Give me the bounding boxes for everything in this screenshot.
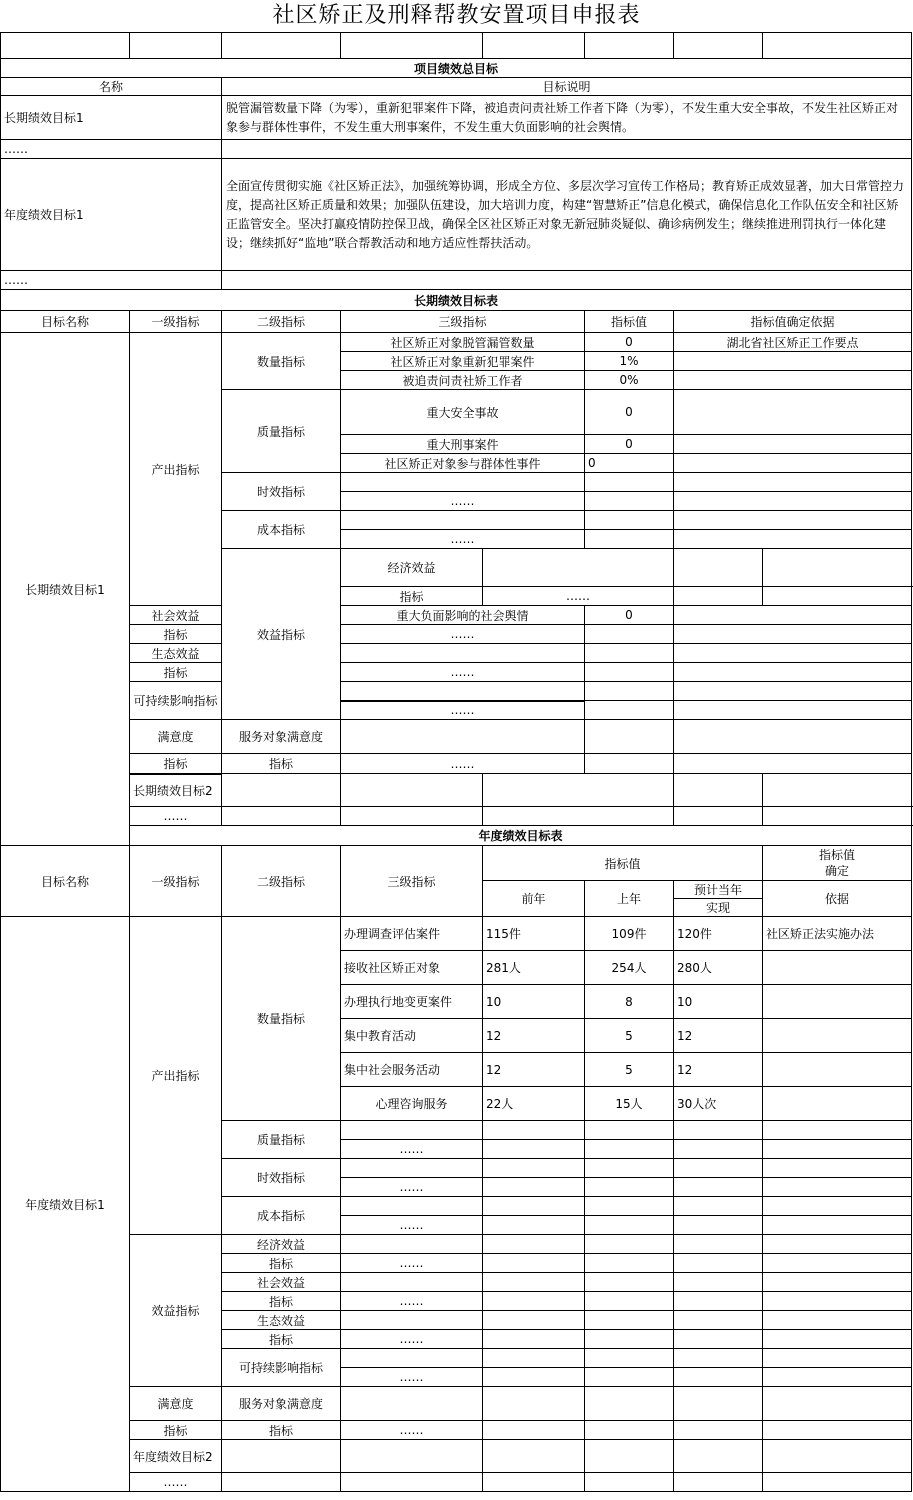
lt-quantity: 数量指标	[222, 333, 341, 390]
blank-cell[interactable]	[763, 1273, 912, 1292]
blank-cell[interactable]	[585, 701, 674, 720]
overall-goals-heading: 项目绩效总目标	[1, 59, 912, 78]
blank-cell[interactable]	[341, 1273, 483, 1292]
blank-cell[interactable]	[763, 774, 912, 807]
blank-cell[interactable]	[674, 1254, 763, 1273]
blank-cell[interactable]	[341, 682, 585, 701]
blank-cell[interactable]	[763, 1140, 912, 1159]
blank-cell[interactable]	[585, 511, 674, 530]
blank-cell[interactable]	[763, 1421, 912, 1440]
blank-cell[interactable]	[483, 1292, 585, 1311]
lt-q-value-0[interactable]: 0	[585, 333, 674, 352]
blank-cell[interactable]	[585, 1140, 674, 1159]
blank-cell[interactable]	[674, 1349, 763, 1368]
blank-cell[interactable]	[763, 1330, 912, 1349]
lt-q-name-2[interactable]: 被追责问责社矫工作者	[341, 371, 585, 390]
lt-sat-indicator-2: 指标	[222, 754, 341, 774]
an-q-basis-4[interactable]	[763, 1053, 912, 1087]
blank-cell[interactable]	[763, 1159, 912, 1178]
blank-cell[interactable]	[341, 720, 585, 754]
blank-cell[interactable]	[674, 682, 912, 701]
blank-cell[interactable]	[585, 1159, 674, 1178]
lt-goal2: 长期绩效目标2	[130, 774, 222, 807]
blank-cell[interactable]	[674, 511, 912, 530]
an-header-value: 指标值	[483, 846, 763, 881]
blank-cell[interactable]	[483, 1440, 585, 1473]
an-q-last-0[interactable]: 109件	[585, 917, 674, 951]
blank-cell[interactable]	[585, 1311, 674, 1330]
an-q-name-3[interactable]: 集中教育活动	[341, 1019, 483, 1053]
lt-timeliness-dots: ……	[341, 492, 585, 511]
blank-cell[interactable]	[483, 1273, 585, 1292]
blank-cell[interactable]	[763, 587, 912, 606]
an-timeliness: 时效指标	[222, 1159, 341, 1197]
an-q-basis-3[interactable]	[763, 1019, 912, 1053]
an-q-last-2[interactable]: 8	[585, 985, 674, 1019]
blank-cell[interactable]	[674, 720, 912, 754]
blank-cell[interactable]	[585, 720, 674, 754]
lt-benefit: 效益指标	[222, 549, 341, 720]
blank-cell[interactable]	[674, 644, 912, 663]
lt-sustainable-dots: ……	[341, 701, 585, 720]
an-q-expected-2[interactable]: 10	[674, 985, 763, 1019]
lt-header-basis: 指标值确定依据	[674, 311, 912, 333]
blank-cell[interactable]	[483, 1216, 585, 1235]
blank-cell[interactable]	[585, 1421, 674, 1440]
blank-cell[interactable]	[674, 1330, 763, 1349]
blank-cell[interactable]	[341, 33, 483, 59]
blank-cell[interactable]	[674, 492, 912, 511]
an-quality-dots: ……	[341, 1140, 483, 1159]
lt-header-value: 指标值	[585, 311, 674, 333]
an-q-basis-5[interactable]	[763, 1087, 912, 1121]
blank-cell[interactable]	[483, 774, 674, 807]
lt-economic: 经济效益	[341, 549, 483, 587]
blank-cell[interactable]	[674, 1473, 763, 1492]
an-q-prev-3[interactable]: 12	[483, 1019, 585, 1053]
an-benefit: 效益指标	[130, 1235, 222, 1387]
blank-cell[interactable]	[763, 1121, 912, 1140]
lt-header-l1: 一级指标	[130, 311, 222, 333]
an-service-sat: 服务对象满意度	[222, 1387, 341, 1421]
an-satisfaction: 满意度	[130, 1387, 222, 1421]
blank-cell[interactable]	[130, 33, 222, 59]
lt-q-name-1[interactable]: 社区矫正对象重新犯罪案件	[341, 352, 585, 371]
an-header-goal: 目标名称	[1, 846, 130, 917]
blank-cell[interactable]	[674, 1387, 763, 1421]
an-q-prev-0[interactable]: 115件	[483, 917, 585, 951]
blank-cell[interactable]	[585, 33, 674, 59]
an-sustainable-dots: ……	[341, 1368, 483, 1387]
overall-annual-name[interactable]: 年度绩效目标1	[1, 159, 222, 271]
overall-col-desc: 目标说明	[222, 78, 912, 96]
blank-cell[interactable]	[222, 33, 341, 59]
blank-cell[interactable]	[674, 774, 763, 807]
blank-cell[interactable]	[763, 1473, 912, 1492]
an-social: 社会效益	[222, 1273, 341, 1292]
blank-cell[interactable]	[763, 1254, 912, 1273]
blank-cell[interactable]	[763, 1440, 912, 1473]
lt-ql-name-1[interactable]: 重大刑事案件	[341, 435, 585, 454]
blank-cell[interactable]	[763, 1292, 912, 1311]
an-cost-dots: ……	[341, 1216, 483, 1235]
an-q-expected-4[interactable]: 12	[674, 1053, 763, 1087]
blank-cell[interactable]	[585, 473, 674, 492]
blank-cell[interactable]	[222, 140, 912, 159]
blank-cell[interactable]	[674, 587, 763, 606]
an-quantity: 数量指标	[222, 917, 341, 1121]
blank-cell[interactable]	[341, 1311, 483, 1330]
an-economic: 经济效益	[222, 1235, 341, 1254]
an-social-dots: ……	[341, 1292, 483, 1311]
blank-cell[interactable]	[585, 1121, 674, 1140]
blank-cell[interactable]	[763, 807, 912, 826]
blank-cell[interactable]	[341, 807, 483, 826]
overall-col-name: 名称	[1, 78, 222, 96]
blank-cell[interactable]	[674, 1368, 763, 1387]
lt-q-basis-1[interactable]	[674, 352, 912, 371]
blank-cell[interactable]	[483, 1330, 585, 1349]
an-q-name-4[interactable]: 集中社会服务活动	[341, 1053, 483, 1087]
lt-quality: 质量指标	[222, 390, 341, 473]
blank-cell[interactable]	[585, 1473, 674, 1492]
blank-cell[interactable]	[341, 774, 483, 807]
application-form-table	[0, 32, 912, 1492]
an-social-indicator: 指标	[222, 1292, 341, 1311]
lt-economic-dots: ……	[483, 587, 674, 606]
overall-long-desc[interactable]: 脱管漏管数量下降（为零），重新犯罪案件下降，被追责问责社矫工作者下降（为零），不发生重大安全事故，不发生社区矫正对象参与群体性事件，不发生重大刑事案件，不发生重大负面影响的社会舆情。	[222, 96, 912, 140]
an-sustainable: 可持续影响指标	[222, 1349, 341, 1387]
an-sat-indicator-2: 指标	[222, 1421, 341, 1440]
an-q-basis-0[interactable]: 社区矫正法实施办法	[763, 917, 912, 951]
blank-cell[interactable]	[674, 1311, 763, 1330]
blank-cell[interactable]	[674, 663, 912, 682]
lt-header-goal: 目标名称	[1, 311, 130, 333]
blank-cell[interactable]	[585, 1387, 674, 1421]
blank-cell[interactable]	[674, 33, 763, 59]
lt-ecological-dots: ……	[341, 663, 585, 682]
blank-cell[interactable]	[674, 435, 912, 454]
lt-ql-value-1[interactable]: 0	[585, 435, 674, 454]
an-economic-dots: ……	[341, 1254, 483, 1273]
blank-cell[interactable]	[341, 1440, 483, 1473]
overall-annual-desc[interactable]: 全面宣传贯彻实施《社区矫正法》，加强统筹协调，形成全方位、多层次学习宣传工作格局；教育矫正成效显著，加大日常管控力度，提高社区矫正质量和效果；加强队伍建设，加大培训力度，构建“智慧矫正”信息化模式，确保信息化工作队伍安全和社区矫正监管安全。坚决打赢疫情防控保卫战，确保全区社区矫正对象无新冠肺炎疑似、确诊病例发生；继续推进刑罚执行一体化建设；继续抓好“监地”联合帮教活动和地方适应性帮扶活动。	[222, 159, 912, 271]
lt-q-basis-0[interactable]: 湖北省社区矫正工作要点	[674, 333, 912, 352]
blank-cell[interactable]	[674, 454, 912, 473]
lt-economic-indicator: 指标	[341, 587, 483, 606]
blank-cell[interactable]	[674, 1159, 763, 1178]
lt-ql-value-0[interactable]: 0	[585, 390, 674, 435]
blank-cell[interactable]	[483, 33, 585, 59]
blank-cell[interactable]	[483, 1473, 585, 1492]
blank-cell[interactable]	[585, 754, 674, 774]
an-sat-indicator: 指标	[130, 1421, 222, 1440]
lt-q-basis-2[interactable]	[674, 371, 912, 390]
blank-cell[interactable]	[585, 644, 674, 663]
an-cost: 成本指标	[222, 1197, 341, 1235]
blank-cell[interactable]	[674, 390, 912, 435]
lt-social: 社会效益	[130, 606, 222, 625]
blank-cell[interactable]	[1, 33, 130, 59]
blank-cell[interactable]	[763, 1197, 912, 1216]
lt-social-indicator: 指标	[130, 625, 222, 644]
an-q-expected-5[interactable]: 30人次	[674, 1087, 763, 1121]
lt-ql-name-0[interactable]: 重大安全事故	[341, 390, 585, 435]
overall-dots-1: ……	[1, 140, 222, 159]
blank-cell[interactable]	[341, 1235, 483, 1254]
overall-dots-2: ……	[1, 271, 222, 290]
an-header-l1: 一级指标	[130, 846, 222, 917]
blank-cell[interactable]	[674, 1421, 763, 1440]
blank-cell[interactable]	[483, 1254, 585, 1273]
blank-cell[interactable]	[585, 663, 674, 682]
blank-cell[interactable]	[674, 1273, 763, 1292]
an-q-last-3[interactable]: 5	[585, 1019, 674, 1053]
lt-cost: 成本指标	[222, 511, 341, 549]
an-q-name-2[interactable]: 办理执行地变更案件	[341, 985, 483, 1019]
longterm-heading: 长期绩效目标表	[1, 290, 912, 311]
lt-ecological: 生态效益	[130, 644, 222, 663]
blank-cell[interactable]	[674, 473, 912, 492]
blank-cell[interactable]	[483, 549, 674, 587]
blank-cell[interactable]	[341, 1349, 483, 1368]
lt-sat-dots: ……	[341, 754, 585, 774]
overall-long-name[interactable]: 长期绩效目标1	[1, 96, 222, 140]
lt-q-value-2[interactable]: 0%	[585, 371, 674, 390]
blank-cell[interactable]	[341, 1159, 483, 1178]
blank-cell[interactable]	[585, 1178, 674, 1197]
lt-header-l2: 二级指标	[222, 311, 341, 333]
blank-cell[interactable]	[585, 1197, 674, 1216]
lt-q-name-0[interactable]: 社区矫正对象脱管漏管数量	[341, 333, 585, 352]
blank-cell[interactable]	[341, 1473, 483, 1492]
lt-service-sat: 服务对象满意度	[222, 720, 341, 754]
blank-cell[interactable]	[763, 33, 912, 59]
blank-cell[interactable]	[585, 1292, 674, 1311]
blank-cell[interactable]	[585, 492, 674, 511]
an-ecological-dots: ……	[341, 1330, 483, 1349]
an-goal-dots: ……	[130, 1473, 222, 1492]
blank-cell[interactable]	[341, 1197, 483, 1216]
blank-cell[interactable]	[585, 682, 674, 701]
lt-goal-dots: ……	[130, 807, 222, 826]
blank-cell[interactable]	[674, 1140, 763, 1159]
blank-cell[interactable]	[585, 625, 674, 644]
blank-cell[interactable]	[674, 530, 912, 549]
an-economic-indicator: 指标	[222, 1254, 341, 1273]
an-header-l3: 三级指标	[341, 846, 483, 917]
blank-cell[interactable]	[222, 1440, 341, 1473]
an-q-expected-0[interactable]: 120件	[674, 917, 763, 951]
blank-cell[interactable]	[674, 1216, 763, 1235]
an-q-prev-1[interactable]: 281人	[483, 951, 585, 985]
an-header-prev: 前年	[483, 881, 585, 917]
blank-cell[interactable]	[341, 511, 585, 530]
blank-cell[interactable]	[222, 271, 912, 290]
blank-cell[interactable]	[483, 1311, 585, 1330]
blank-cell[interactable]	[585, 1440, 674, 1473]
blank-cell[interactable]	[674, 1292, 763, 1311]
blank-cell[interactable]	[341, 1121, 483, 1140]
an-q-prev-5[interactable]: 22人	[483, 1087, 585, 1121]
an-q-basis-2[interactable]	[763, 985, 912, 1019]
blank-cell[interactable]	[763, 1387, 912, 1421]
lt-social-value[interactable]: 0	[585, 606, 674, 625]
lt-ql-name-2[interactable]: 社区矫正对象参与群体性事件	[341, 454, 585, 473]
lt-header-l3: 三级指标	[341, 311, 585, 333]
blank-cell[interactable]	[763, 1235, 912, 1254]
lt-timeliness: 时效指标	[222, 473, 341, 511]
blank-cell[interactable]	[341, 1387, 483, 1421]
blank-cell[interactable]	[222, 774, 341, 807]
blank-cell[interactable]	[674, 1197, 763, 1216]
an-ecological-indicator: 指标	[222, 1330, 341, 1349]
an-quality: 质量指标	[222, 1121, 341, 1159]
blank-cell[interactable]	[763, 1216, 912, 1235]
blank-cell[interactable]	[674, 1440, 763, 1473]
blank-cell[interactable]	[483, 1197, 585, 1216]
blank-cell[interactable]	[674, 606, 912, 625]
blank-cell[interactable]	[674, 1178, 763, 1197]
lt-sustainable: 可持续影响指标	[130, 682, 222, 720]
lt-social-dots: ……	[341, 625, 585, 644]
blank-cell[interactable]	[763, 1368, 912, 1387]
lt-ecological-indicator: 指标	[130, 663, 222, 682]
an-q-prev-2[interactable]: 10	[483, 985, 585, 1019]
blank-cell[interactable]	[585, 1330, 674, 1349]
blank-cell[interactable]	[222, 807, 341, 826]
blank-cell[interactable]	[483, 1349, 585, 1368]
an-sat-dots: ……	[341, 1421, 483, 1440]
an-header-expected-bot: 实现	[674, 899, 763, 917]
lt-social-item[interactable]: 重大负面影响的社会舆情	[341, 606, 585, 625]
an-timeliness-dots: ……	[341, 1178, 483, 1197]
blank-cell[interactable]	[483, 1387, 585, 1421]
an-q-name-5[interactable]: 心理咨询服务	[341, 1087, 483, 1121]
blank-cell[interactable]	[585, 1254, 674, 1273]
an-q-last-1[interactable]: 254人	[585, 951, 674, 985]
blank-cell[interactable]	[585, 1273, 674, 1292]
blank-cell[interactable]	[483, 1178, 585, 1197]
an-q-name-0[interactable]: 办理调查评估案件	[341, 917, 483, 951]
blank-cell[interactable]	[483, 1121, 585, 1140]
blank-cell[interactable]	[763, 1311, 912, 1330]
blank-cell[interactable]	[585, 530, 674, 549]
blank-cell[interactable]	[483, 1159, 585, 1178]
blank-cell[interactable]	[483, 807, 674, 826]
blank-cell[interactable]	[763, 549, 912, 587]
blank-cell[interactable]	[674, 754, 912, 774]
lt-q-value-1[interactable]: 1%	[585, 352, 674, 371]
an-q-last-5[interactable]: 15人	[585, 1087, 674, 1121]
form-title: 社区矫正及刑释帮教安置项目申报表	[272, 3, 641, 28]
an-output: 产出指标	[130, 917, 222, 1235]
blank-cell[interactable]	[763, 1349, 912, 1368]
lt-cost-dots: ……	[341, 530, 585, 549]
blank-cell[interactable]	[674, 549, 763, 587]
blank-cell[interactable]	[585, 1216, 674, 1235]
lt-goal1: 长期绩效目标1	[1, 333, 130, 846]
lt-sat-indicator: 指标	[130, 754, 222, 774]
blank-cell[interactable]	[341, 644, 585, 663]
blank-cell[interactable]	[585, 1235, 674, 1254]
blank-cell[interactable]	[674, 1121, 763, 1140]
blank-cell[interactable]	[585, 1368, 674, 1387]
an-header-basis-bot: 依据	[763, 881, 912, 917]
lt-ql-value-2[interactable]: 0	[585, 454, 674, 473]
blank-cell[interactable]	[483, 1368, 585, 1387]
blank-cell[interactable]	[585, 1349, 674, 1368]
blank-cell[interactable]	[483, 1235, 585, 1254]
an-header-basis-top: 指标值 确定	[763, 846, 912, 881]
blank-cell[interactable]	[674, 807, 763, 826]
an-header-l2: 二级指标	[222, 846, 341, 917]
lt-satisfaction: 满意度	[130, 720, 222, 754]
an-goal1: 年度绩效目标1	[1, 917, 130, 1492]
an-q-expected-3[interactable]: 12	[674, 1019, 763, 1053]
blank-cell[interactable]	[222, 1473, 341, 1492]
an-header-expected-top: 预计当年	[674, 881, 763, 899]
an-q-last-4[interactable]: 5	[585, 1053, 674, 1087]
an-header-last: 上年	[585, 881, 674, 917]
an-q-expected-1[interactable]: 280人	[674, 951, 763, 985]
annual-heading: 年度绩效目标表	[130, 826, 912, 846]
an-q-prev-4[interactable]: 12	[483, 1053, 585, 1087]
an-q-basis-1[interactable]	[763, 951, 912, 985]
blank-cell[interactable]	[763, 1178, 912, 1197]
blank-cell[interactable]	[341, 473, 585, 492]
blank-cell[interactable]	[674, 701, 912, 720]
an-goal2: 年度绩效目标2	[130, 1440, 222, 1473]
blank-cell[interactable]	[483, 1421, 585, 1440]
an-ecological: 生态效益	[222, 1311, 341, 1330]
blank-cell[interactable]	[674, 625, 912, 644]
blank-cell[interactable]	[674, 1235, 763, 1254]
blank-cell[interactable]	[483, 1140, 585, 1159]
an-q-name-1[interactable]: 接收社区矫正对象	[341, 951, 483, 985]
lt-output: 产出指标	[130, 333, 222, 606]
